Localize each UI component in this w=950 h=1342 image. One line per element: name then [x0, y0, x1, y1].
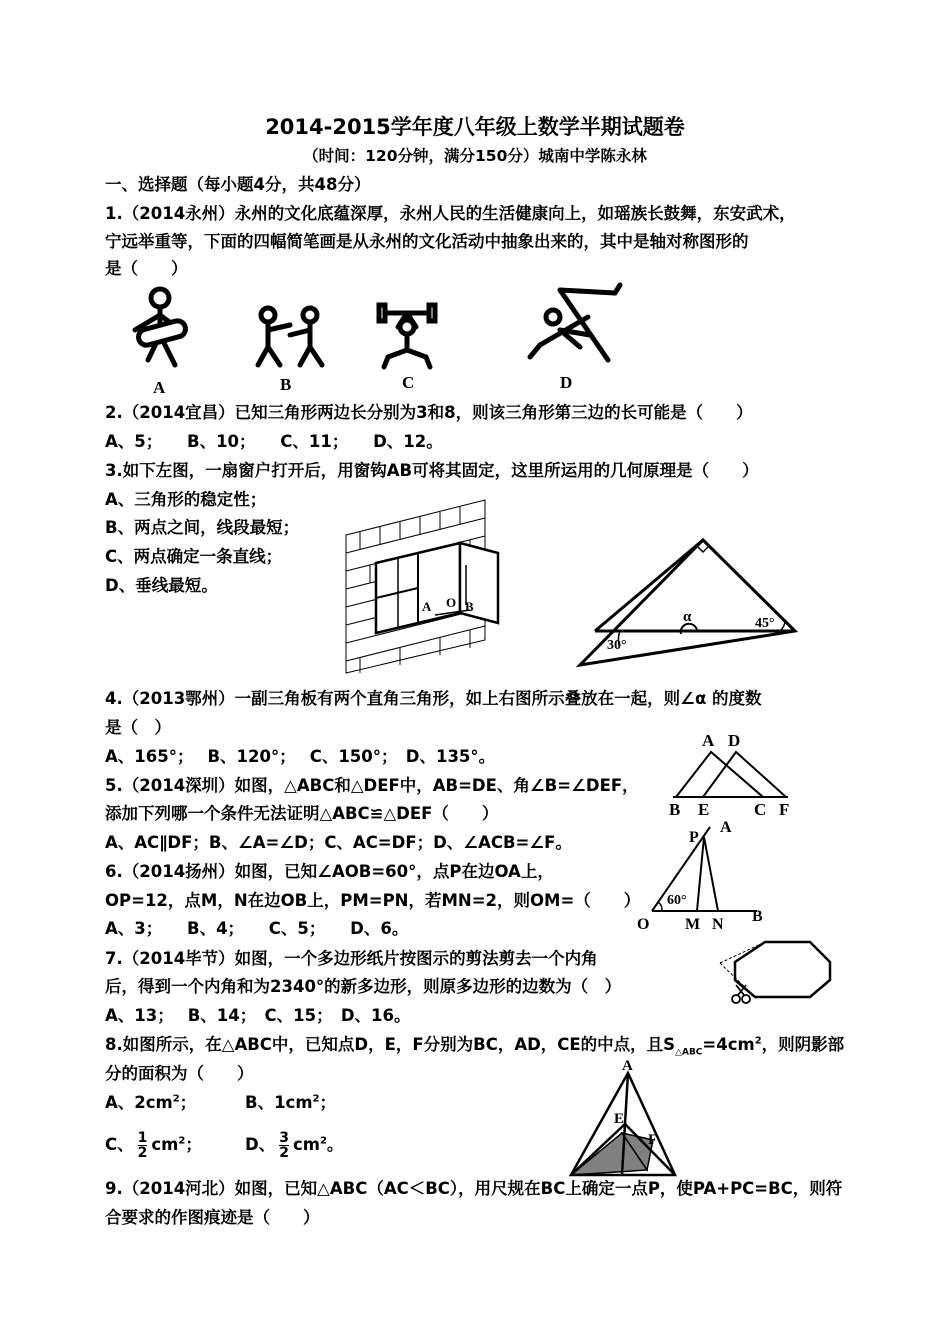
angle-45-label: 45° — [755, 616, 775, 631]
q6-figure — [632, 815, 777, 935]
angle-30-label: 30° — [607, 638, 627, 653]
q8-line1 — [105, 1034, 844, 1056]
q8-a-semi: ； — [179, 1093, 197, 1112]
q8-b-sup: 2 — [312, 1093, 320, 1105]
q8-b-text: B、1cm — [245, 1093, 313, 1112]
window-figure — [340, 495, 500, 675]
q5-label-c: C — [754, 800, 767, 819]
q7-polygon-figure — [720, 935, 840, 1010]
q6-label-b: B — [752, 908, 763, 925]
q8-triangle-figure — [565, 1058, 685, 1180]
q1-figures — [120, 285, 640, 400]
q6-line1: 6.（2014扬州）如图，已知∠AOB=60°，点P在边OA上， — [105, 862, 554, 881]
scissors-icon — [732, 985, 750, 1003]
q6-line2: OP=12，点M，N在边OB上，PM=PN，若MN=2，则OM=（ ） — [105, 891, 641, 910]
q4-line1: 4.（2013鄂州）一副三角板有两个直角三角形，如上右图所示叠放在一起，则∠α 的度数 — [105, 689, 762, 708]
q8-label-a: A — [622, 1058, 633, 1074]
q3-option-d: D、垂线最短。 — [105, 576, 218, 595]
q6-label-p: P — [689, 829, 699, 846]
q5-label-a: A — [702, 731, 715, 750]
q8-line1-end: ，则阴影部 — [761, 1035, 845, 1054]
triangle-set-figure — [575, 535, 805, 670]
option-label-a: A — [153, 378, 166, 397]
q8-c-prefix: C、 — [105, 1135, 134, 1154]
q3-option-c: C、两点确定一条直线； — [105, 547, 283, 566]
q8-a-text: A、2cm — [105, 1093, 173, 1112]
q7-line2: 后，得到一个内角和为2340°的新多边形，则原多边形的边数为（ ） — [105, 977, 622, 996]
q8-label-e: E — [614, 1111, 625, 1127]
q7-line1: 7.（2014毕节）如图，一个多边形纸片按图示的剪法剪去一个内角 — [105, 949, 598, 968]
q1-line1: 1.（2014永州）永州的文化底蕴深厚，永州人民的生活健康向上，如瑶族长鼓舞，东安武术， — [105, 204, 796, 223]
q5-label-d: D — [728, 731, 741, 750]
q5-line2: 添加下列哪一个条件无法证明△ABC≌△DEF（ ） — [105, 804, 499, 823]
q5-line1: 5.（2014深圳）如图，△ABC和△DEF中，AB=DE、角∠B=∠DEF， — [105, 776, 639, 795]
q1-line2: 宁远举重等，下面的四幅简笔画是从永州的文化活动中抽象出来的，其中是轴对称图形的 — [105, 232, 749, 251]
q4-options: A、165°； B、120°； C、150°； D、135°。 — [105, 747, 496, 766]
q6-label-n: N — [712, 916, 724, 933]
figure-a-drummer — [135, 289, 187, 365]
q3-option-b: B、两点之间，线段最短； — [105, 518, 300, 537]
q5-figure — [668, 730, 798, 820]
q8-d-num: 3 — [279, 1130, 289, 1146]
q8-area-sup: 2 — [754, 1035, 762, 1047]
figure-d-dragon-boat — [530, 285, 620, 360]
window-label-b: B — [465, 599, 474, 614]
q8-d-end: 。 — [326, 1135, 344, 1154]
q8-c-den: 2 — [137, 1145, 148, 1161]
page-title: 2014-2015学年度八年级上数学半期试题卷 — [265, 115, 685, 139]
q8-label-f: F — [648, 1132, 658, 1148]
option-label-b: B — [280, 375, 292, 394]
window-label-o: O — [446, 595, 457, 610]
q6-options: A、3； B、4； C、5； D、6。 — [105, 919, 409, 938]
q9-line1: 9.（2014河北）如图，已知△ABC（AC＜BC），用尺规在BC上确定一点P，使PA+PC=BC，则符 — [105, 1179, 843, 1198]
q5-label-e: E — [698, 800, 710, 819]
q8-area-subscript: △ABC — [675, 1047, 703, 1058]
q8-line1-text: 8.如图所示，在△ABC中，已知点D，E，F分别为BC，AD，CE的中点，且S — [105, 1035, 676, 1054]
q6-label-a: A — [720, 819, 732, 836]
q8-option-c — [105, 1128, 202, 1162]
q8-b-semi: ； — [319, 1093, 336, 1112]
q5-label-b: B — [669, 800, 681, 819]
q8-c-end: ； — [185, 1135, 202, 1154]
q3-stem: 3.如下左图，一扇窗户打开后，用窗钩AB可将其固定，这里所运用的几何原理是（ ） — [105, 461, 759, 480]
q8-d-fraction — [279, 1131, 289, 1160]
q8-d-prefix: D、 — [245, 1135, 276, 1154]
q5-label-f: F — [779, 800, 790, 819]
q6-label-o: O — [637, 916, 650, 933]
q7-options: A、13； B、14； C、15； D、16。 — [105, 1006, 411, 1025]
option-label-c: C — [402, 373, 415, 392]
q6-angle-label: 60° — [667, 893, 687, 908]
window-label-a: A — [422, 599, 432, 614]
q1-line3: 是（ ） — [105, 259, 188, 278]
q3-option-a: A、三角形的稳定性； — [105, 490, 267, 509]
q8-area-value: =4cm — [702, 1035, 755, 1054]
figure-c-weightlifter — [379, 305, 435, 367]
q8-option-a — [105, 1092, 196, 1114]
q8-line2: 分的面积为（ ） — [105, 1064, 254, 1083]
q6-label-m: M — [685, 916, 701, 933]
q8-c-fraction — [138, 1131, 148, 1160]
figure-b-martial-arts — [258, 308, 322, 365]
q5-options: A、AC∥DF；B、∠A=∠D；C、AC=DF；D、∠ACB=∠F。 — [105, 833, 572, 852]
page-subtitle: （时间：120分钟，满分150分）城南中学陈永林 — [303, 147, 647, 165]
q8-d-den: 2 — [279, 1145, 289, 1161]
section-heading: 一、选择题（每小题4分，共48分） — [105, 175, 371, 194]
q8-d-unit: cm — [292, 1135, 320, 1154]
option-label-d: D — [560, 373, 573, 392]
q8-option-d — [245, 1128, 343, 1162]
q2-stem: 2.（2014宜昌）已知三角形两边长分别为3和8，则该三角形第三边的长可能是（ ） — [105, 403, 753, 422]
q8-c-unit: cm — [151, 1135, 179, 1154]
q8-option-b — [245, 1092, 336, 1114]
q9-line2: 合要求的作图痕迹是（ ） — [105, 1208, 320, 1227]
q4-line2: 是（ ） — [105, 718, 171, 737]
q8-d-sup: 2 — [319, 1135, 327, 1147]
q8-a-sup: 2 — [172, 1093, 180, 1105]
q8-c-sup: 2 — [178, 1135, 186, 1147]
q8-c-num: 1 — [137, 1130, 148, 1146]
alpha-label: α — [683, 609, 692, 625]
q2-options: A、5； B、10； C、11； D、12。 — [105, 432, 443, 451]
